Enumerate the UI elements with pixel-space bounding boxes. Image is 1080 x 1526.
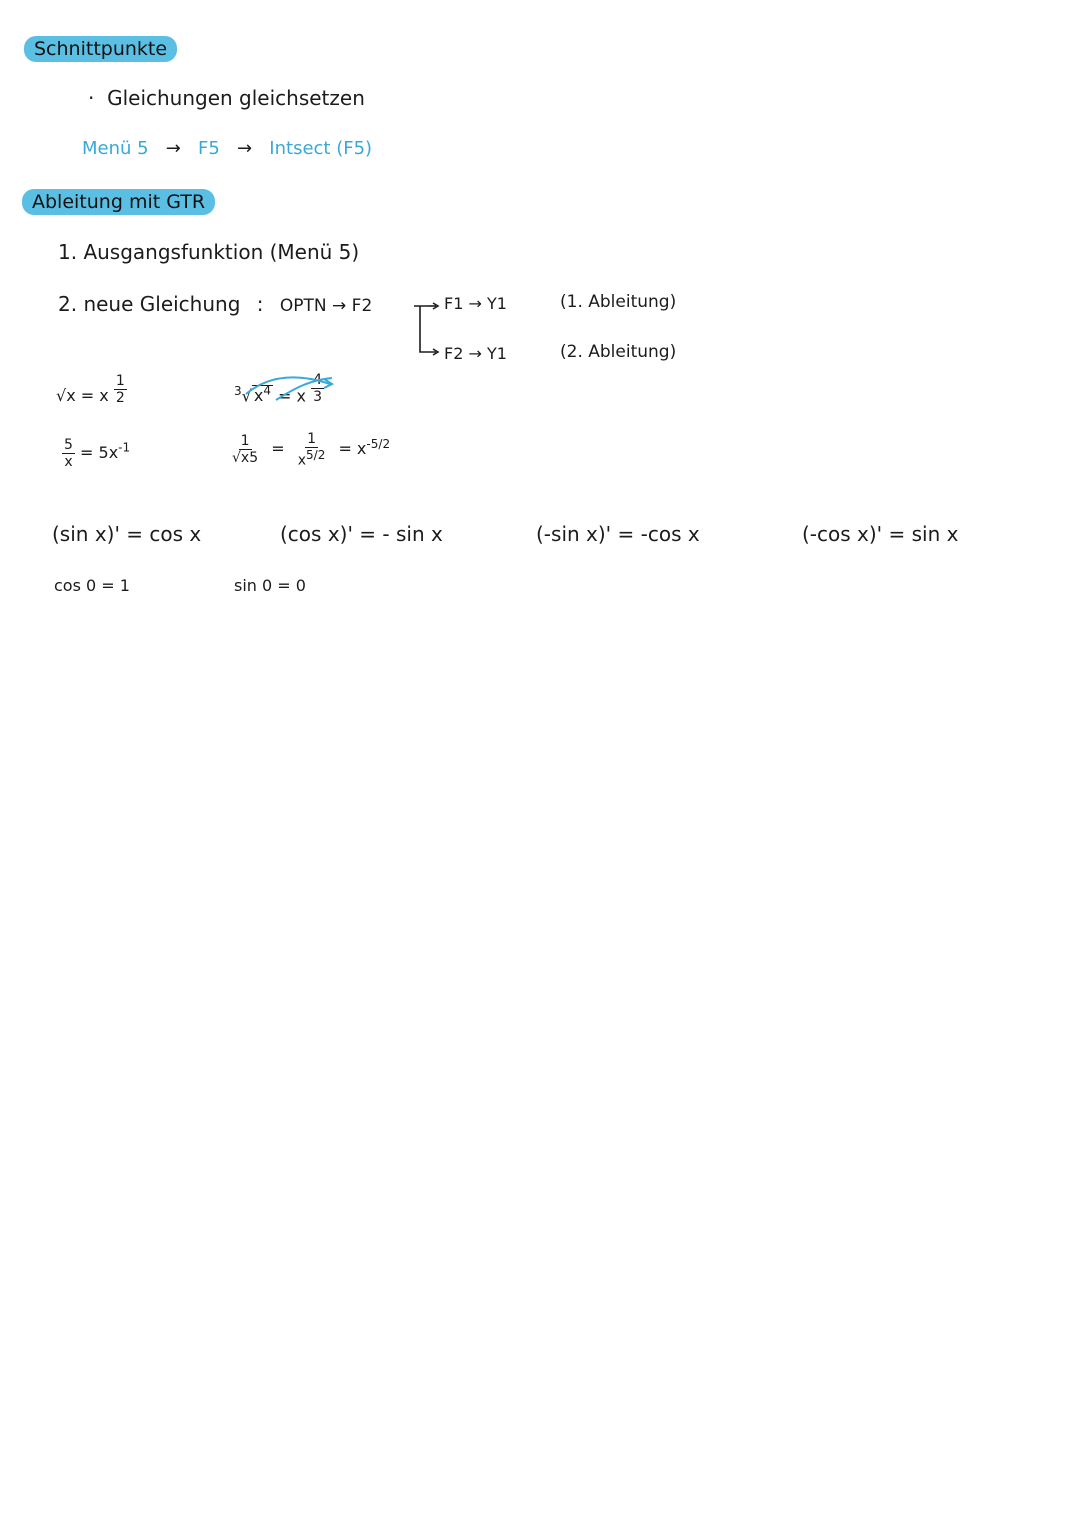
eq-sign: =	[271, 439, 285, 459]
arrow-icon: →	[154, 138, 193, 159]
derivative-cos: (cos x)' = - sin x	[280, 522, 443, 546]
radicand-base: x	[253, 386, 264, 406]
exp-num: 1	[115, 373, 125, 389]
heading-schnittpunkte: Schnittpunkte	[24, 36, 177, 62]
derivative-sin: (sin x)' = cos x	[52, 522, 202, 546]
gtr-path-schnittpunkt	[82, 138, 372, 159]
formula-frac	[62, 438, 75, 469]
rhs-exp: -5/2	[366, 437, 391, 451]
branch-f1-key: F1 → Y1	[444, 294, 507, 313]
swap-arrows-icon	[240, 374, 340, 406]
mid-frac	[298, 432, 326, 468]
root-sign-icon: √	[241, 386, 252, 406]
frac-den: $x^{5/2}$	[297, 448, 326, 469]
mid-exp-num: 5	[306, 448, 314, 462]
mid-exp-den: 2	[317, 448, 326, 462]
branch-f2-note: (2. Ableitung)	[560, 342, 677, 362]
path-intsect: Intsect (F5)	[269, 138, 373, 159]
exp-den: 2	[115, 390, 125, 406]
arrow-icon: →	[225, 138, 264, 159]
formula-5-over-x	[62, 438, 130, 469]
bullet-text: Gleichungen gleichsetzen	[107, 86, 365, 110]
formula-sqrt-exp	[114, 374, 127, 405]
rhs: = x	[338, 439, 367, 459]
root-index: 3	[234, 384, 242, 398]
rhs-sign: -	[366, 437, 371, 451]
step-2	[58, 292, 372, 316]
derivative-neg-sin: (-sin x)' = -cos x	[536, 522, 700, 546]
lhs-frac	[232, 434, 258, 465]
rhs-exp-den: 2	[382, 437, 391, 451]
mid-den-base: x	[297, 452, 307, 469]
formula-sqrt	[56, 373, 127, 406]
formula-cuberoot-eq: = x	[278, 386, 307, 406]
path-f5: F5	[198, 138, 220, 159]
step-2-label: 2. neue Gleichung	[58, 292, 241, 316]
formula-root-x5	[232, 432, 390, 468]
path-menu: Menü 5	[82, 138, 149, 159]
formula-5x-exp: -1	[118, 440, 131, 455]
branch-f1-note: (1. Ableitung)	[560, 292, 677, 312]
frac-num: 1	[240, 433, 250, 450]
branch-f2	[444, 344, 507, 363]
branch-f2-key: F2 → Y1	[444, 344, 507, 363]
step-2-path: OPTN → F2	[279, 296, 373, 316]
formula-sqrt-lhs: √x	[56, 386, 76, 405]
branch-f1	[444, 294, 507, 313]
frac-den: x	[64, 454, 73, 470]
step-2-colon: :	[256, 292, 264, 316]
formula-5x-eq: = 5x	[80, 443, 119, 462]
bullet-dot: ·	[88, 86, 108, 110]
heading-ableitung-gtr: Ableitung mit GTR	[22, 189, 215, 215]
frac-num: 5	[64, 437, 73, 453]
value-sin0: sin 0 = 0	[234, 576, 306, 595]
bullet-gleichsetzen	[88, 86, 365, 110]
formula-sqrt-eq: = x	[80, 386, 109, 405]
rhs-exp-num: 5	[370, 437, 379, 451]
exp-den: 3	[313, 389, 323, 406]
radicand-pow: 4	[263, 384, 271, 398]
frac-num: 1	[307, 431, 316, 447]
exp-num: 4	[313, 372, 323, 389]
frac-den: √x5	[232, 450, 259, 467]
value-cos0: cos 0 = 1	[54, 576, 130, 595]
derivative-neg-cos: (-cos x)' = sin x	[802, 522, 959, 546]
step-1: 1. Ausgangsfunktion (Menü 5)	[58, 240, 360, 264]
